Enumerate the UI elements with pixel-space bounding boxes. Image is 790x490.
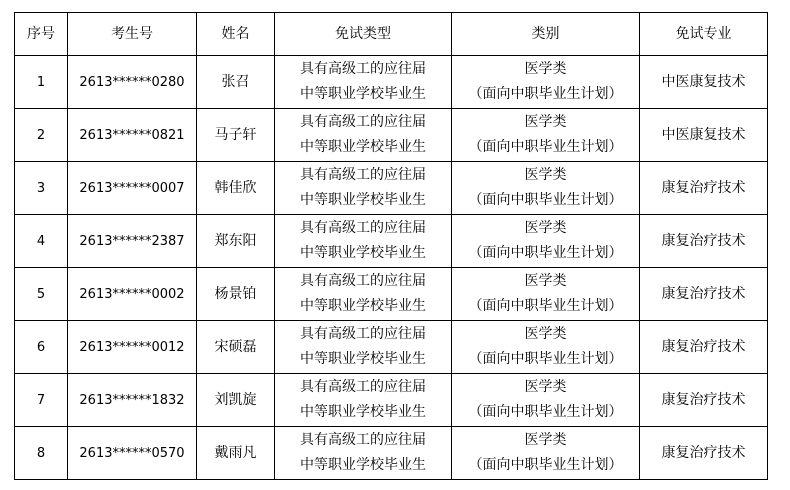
cell-exempt-major: 康复治疗技术	[640, 215, 768, 268]
cell-exempt-major: 康复治疗技术	[640, 162, 768, 215]
exempt-type-line-2: 中等职业学校毕业生	[300, 86, 426, 102]
cell-exempt-type	[275, 374, 452, 427]
table-row	[15, 109, 768, 162]
header-exempt-major: 免试专业	[640, 13, 768, 56]
category-line-1: 医学类	[524, 114, 567, 130]
cell-category	[452, 109, 640, 162]
cell-name: 郑东阳	[197, 215, 275, 268]
cell-candidate-id: 2613******0007	[68, 162, 197, 215]
cell-category	[452, 56, 640, 109]
cell-serial-number: 4	[15, 215, 68, 268]
exempt-type-line-1: 具有高级工的应往届	[300, 326, 426, 342]
table-row	[15, 268, 768, 321]
cell-exempt-type	[275, 215, 452, 268]
exempt-type-line-2: 中等职业学校毕业生	[300, 298, 426, 314]
cell-exempt-major: 康复治疗技术	[640, 427, 768, 480]
cell-serial-number: 5	[15, 268, 68, 321]
exempt-type-line-2: 中等职业学校毕业生	[300, 139, 426, 155]
category-line-1: 医学类	[524, 379, 567, 395]
cell-serial-number: 7	[15, 374, 68, 427]
cell-serial-number: 8	[15, 427, 68, 480]
cell-name: 戴雨凡	[197, 427, 275, 480]
category-line-1: 医学类	[524, 167, 567, 183]
exempt-type-line-1: 具有高级工的应往届	[300, 273, 426, 289]
category-line-1: 医学类	[524, 61, 567, 77]
cell-exempt-type	[275, 268, 452, 321]
exempt-type-line-2: 中等职业学校毕业生	[300, 245, 426, 261]
cell-name: 宋硕磊	[197, 321, 275, 374]
table-row	[15, 321, 768, 374]
cell-exempt-major: 中医康复技术	[640, 56, 768, 109]
cell-candidate-id: 2613******0570	[68, 427, 197, 480]
category-line-2: （面向中职毕业生计划）	[468, 86, 623, 102]
table-header-row	[15, 13, 768, 56]
header-exempt-type: 免试类型	[275, 13, 452, 56]
category-line-2: （面向中职毕业生计划）	[468, 404, 623, 420]
cell-exempt-type	[275, 109, 452, 162]
category-line-1: 医学类	[524, 273, 567, 289]
cell-exempt-type	[275, 321, 452, 374]
cell-name: 杨景铂	[197, 268, 275, 321]
cell-name: 马子轩	[197, 109, 275, 162]
header-category: 类别	[452, 13, 640, 56]
exempt-type-line-2: 中等职业学校毕业生	[300, 457, 426, 473]
category-line-2: （面向中职毕业生计划）	[468, 192, 623, 208]
cell-name: 刘凯旋	[197, 374, 275, 427]
cell-category	[452, 162, 640, 215]
cell-candidate-id: 2613******0002	[68, 268, 197, 321]
cell-exempt-type	[275, 56, 452, 109]
cell-candidate-id: 2613******0012	[68, 321, 197, 374]
exempt-type-line-2: 中等职业学校毕业生	[300, 404, 426, 420]
header-serial-number: 序号	[15, 13, 68, 56]
cell-exempt-type	[275, 427, 452, 480]
cell-name: 张召	[197, 56, 275, 109]
cell-exempt-major: 康复治疗技术	[640, 374, 768, 427]
cell-exempt-type	[275, 162, 452, 215]
category-line-2: （面向中职毕业生计划）	[468, 245, 623, 261]
exempt-type-line-2: 中等职业学校毕业生	[300, 192, 426, 208]
exempt-type-line-1: 具有高级工的应往届	[300, 114, 426, 130]
table-row	[15, 215, 768, 268]
category-line-1: 医学类	[524, 326, 567, 342]
cell-serial-number: 2	[15, 109, 68, 162]
header-name: 姓名	[197, 13, 275, 56]
exempt-type-line-1: 具有高级工的应往届	[300, 167, 426, 183]
exempt-type-line-1: 具有高级工的应往届	[300, 379, 426, 395]
cell-name: 韩佳欣	[197, 162, 275, 215]
table-row	[15, 56, 768, 109]
exempt-type-line-1: 具有高级工的应往届	[300, 432, 426, 448]
cell-candidate-id: 2613******2387	[68, 215, 197, 268]
cell-category	[452, 427, 640, 480]
exempt-type-line-1: 具有高级工的应往届	[300, 61, 426, 77]
category-line-2: （面向中职毕业生计划）	[468, 139, 623, 155]
table-row	[15, 427, 768, 480]
cell-candidate-id: 2613******0821	[68, 109, 197, 162]
cell-candidate-id: 2613******0280	[68, 56, 197, 109]
cell-category	[452, 215, 640, 268]
table-row	[15, 162, 768, 215]
cell-exempt-major: 康复治疗技术	[640, 268, 768, 321]
exempt-type-line-1: 具有高级工的应往届	[300, 220, 426, 236]
cell-candidate-id: 2613******1832	[68, 374, 197, 427]
category-line-2: （面向中职毕业生计划）	[468, 457, 623, 473]
cell-serial-number: 6	[15, 321, 68, 374]
cell-category	[452, 268, 640, 321]
cell-serial-number: 3	[15, 162, 68, 215]
category-line-2: （面向中职毕业生计划）	[468, 351, 623, 367]
cell-category	[452, 321, 640, 374]
exemption-table-container	[14, 12, 768, 480]
table-row	[15, 374, 768, 427]
category-line-2: （面向中职毕业生计划）	[468, 298, 623, 314]
category-line-1: 医学类	[524, 220, 567, 236]
cell-exempt-major: 康复治疗技术	[640, 321, 768, 374]
exempt-type-line-2: 中等职业学校毕业生	[300, 351, 426, 367]
category-line-1: 医学类	[524, 432, 567, 448]
cell-serial-number: 1	[15, 56, 68, 109]
cell-exempt-major: 中医康复技术	[640, 109, 768, 162]
exemption-list-table	[14, 12, 768, 480]
header-candidate-id: 考生号	[68, 13, 197, 56]
cell-category	[452, 374, 640, 427]
